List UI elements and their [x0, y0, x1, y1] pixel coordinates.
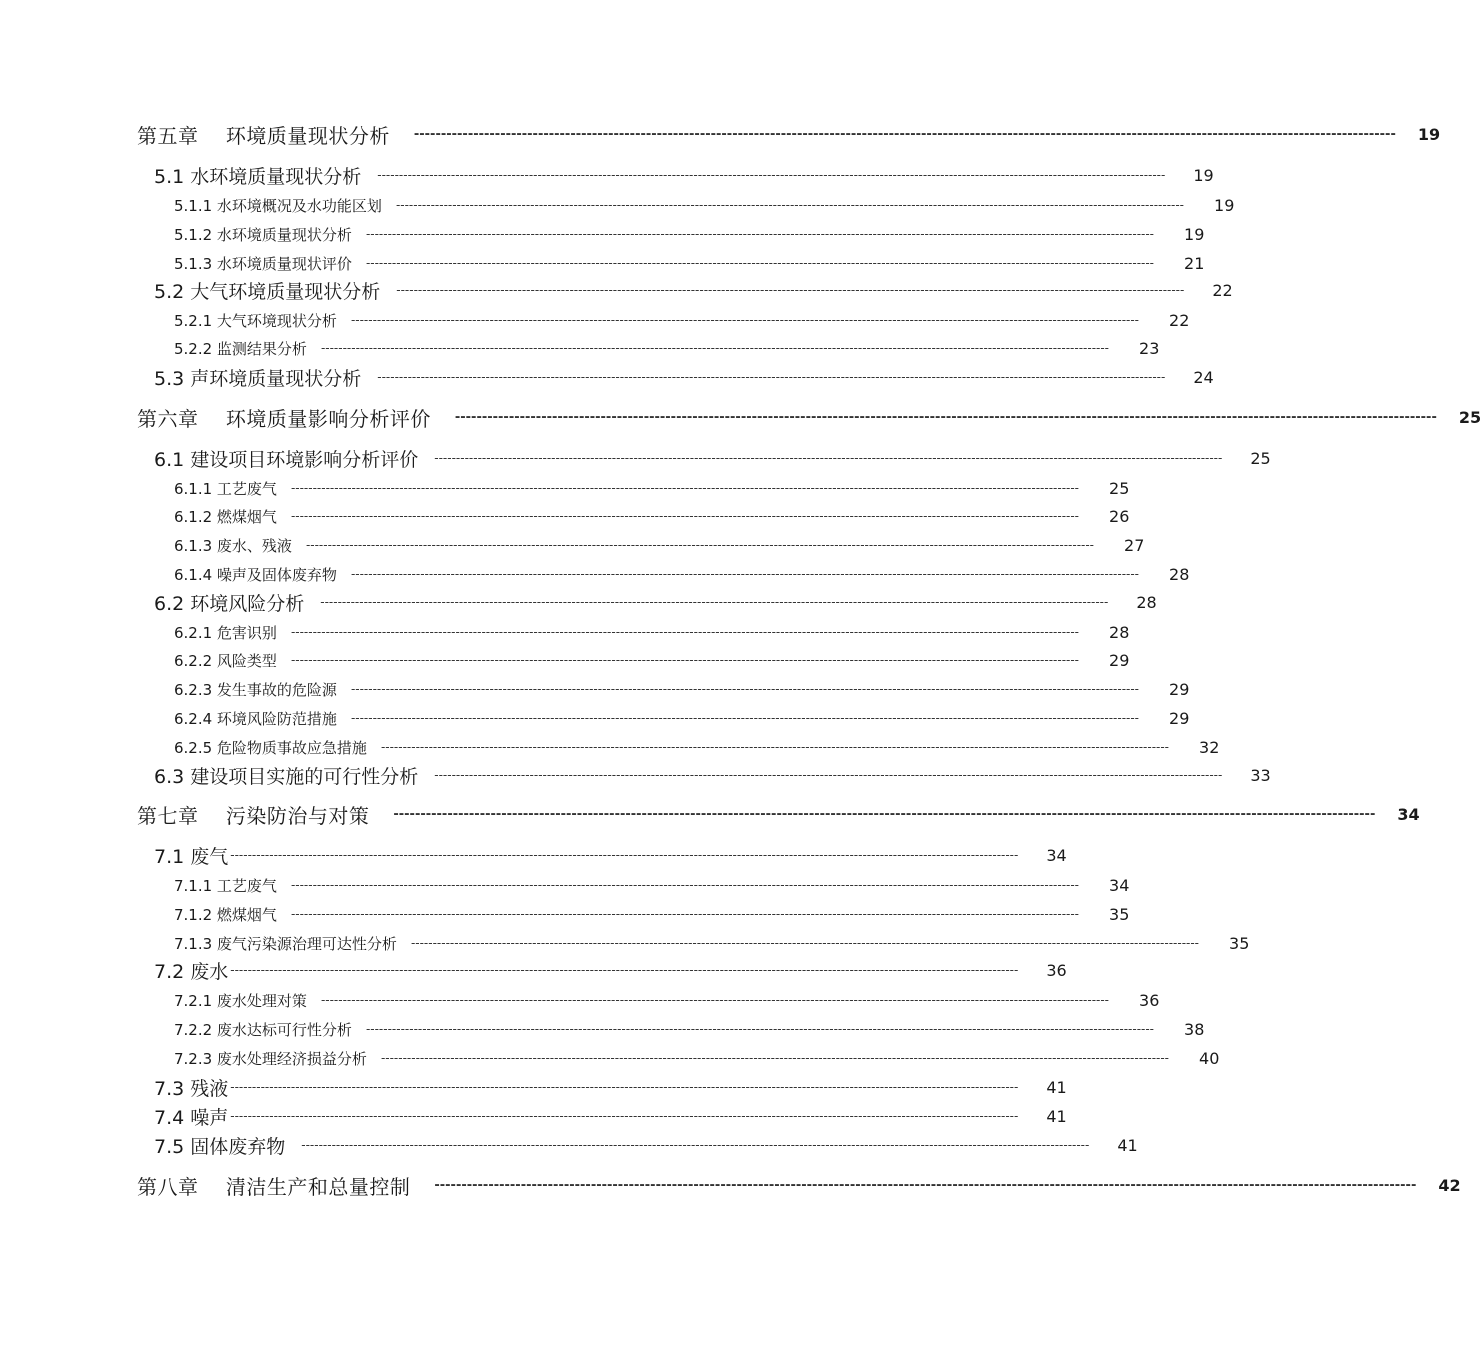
toc-section-entry[interactable] [0, 1131, 1138, 1159]
toc-leader-dots: -------------------------------------------------------------------------------------------------------------------------------------------------------------------------------------- [454, 409, 1437, 425]
toc-entry-title: 7.1.3 废气污染源治理可达性分析 [174, 934, 397, 953]
toc-leader-dots: -------------------------------------------------------------------------------------------------------------------------------------------------------------------------------------- [350, 567, 1140, 581]
toc-leader-dots: -------------------------------------------------------------------------------------------------------------------------------------------------------------------------------------- [350, 682, 1140, 696]
toc-entry-title: 5.2.1 大气环境现状分析 [174, 311, 337, 330]
toc-entry-title: 第六章 环境质量影响分析评价 [137, 406, 431, 431]
toc-page-number: 25 [1458, 407, 1481, 427]
toc-leader-dots: -------------------------------------------------------------------------------------------------------------------------------------------------------------------------------------- [230, 848, 1019, 862]
toc-subsection-entry[interactable] [0, 735, 1220, 759]
toc-leader-dots: -------------------------------------------------------------------------------------------------------------------------------------------------------------------------------------- [350, 313, 1140, 327]
toc-page-number: 34 [1046, 845, 1067, 865]
toc-entry-title: 6.2.4 环境风险防范措施 [174, 709, 337, 728]
toc-subsection-entry[interactable] [0, 308, 1190, 332]
toc-section-entry[interactable] [0, 161, 1214, 189]
toc-entry-title: 7.2.1 废水处理对策 [174, 991, 307, 1010]
toc-entry-title: 6.1.2 燃煤烟气 [174, 507, 277, 526]
toc-leader-dots: -------------------------------------------------------------------------------------------------------------------------------------------------------------------------------------- [230, 963, 1019, 977]
toc-page-number: 22 [1169, 310, 1190, 330]
toc-page-number: 42 [1438, 1175, 1461, 1195]
toc-leader-dots: -------------------------------------------------------------------------------------------------------------------------------------------------------------------------------------- [377, 168, 1166, 182]
toc-page-number: 21 [1184, 253, 1205, 273]
toc-section-entry[interactable] [0, 444, 1271, 472]
toc-section-entry[interactable] [0, 1073, 1067, 1101]
toc-leader-dots: -------------------------------------------------------------------------------------------------------------------------------------------------------------------------------------- [410, 936, 1200, 950]
toc-leader-dots: -------------------------------------------------------------------------------------------------------------------------------------------------------------------------------------- [290, 481, 1080, 495]
toc-leader-dots: -------------------------------------------------------------------------------------------------------------------------------------------------------------------------------------- [365, 1022, 1155, 1036]
toc-page-number: 38 [1184, 1019, 1205, 1039]
toc-page-number: 41 [1117, 1135, 1138, 1155]
toc-subsection-entry[interactable] [0, 648, 1130, 672]
toc-page-number: 22 [1212, 280, 1233, 300]
toc-page-number: 35 [1109, 904, 1130, 924]
toc-subsection-entry[interactable] [0, 222, 1205, 246]
toc-entry-title: 7.5 固体废弃物 [154, 1135, 286, 1158]
toc-page-number: 28 [1109, 622, 1130, 642]
toc-entry-title: 6.1.3 废水、残液 [174, 536, 292, 555]
toc-section-entry[interactable] [0, 956, 1067, 984]
toc-page-number: 35 [1229, 933, 1250, 953]
toc-leader-dots: -------------------------------------------------------------------------------------------------------------------------------------------------------------------------------------- [290, 878, 1080, 892]
toc-leader-dots: -------------------------------------------------------------------------------------------------------------------------------------------------------------------------------------- [395, 198, 1185, 212]
toc-leader-dots: -------------------------------------------------------------------------------------------------------------------------------------------------------------------------------------- [290, 907, 1080, 921]
toc-entry-title: 5.1.2 水环境质量现状分析 [174, 225, 352, 244]
toc-section-entry[interactable] [0, 363, 1214, 391]
toc-leader-dots: -------------------------------------------------------------------------------------------------------------------------------------------------------------------------------------- [290, 625, 1080, 639]
toc-page-number: 28 [1136, 592, 1157, 612]
toc-entry-title: 5.2.2 监测结果分析 [174, 339, 307, 358]
toc-subsection-entry[interactable] [0, 620, 1130, 644]
toc-leader-dots: -------------------------------------------------------------------------------------------------------------------------------------------------------------------------------------- [290, 653, 1080, 667]
toc-leader-dots: -------------------------------------------------------------------------------------------------------------------------------------------------------------------------------------- [301, 1138, 1090, 1152]
toc-page-number: 33 [1250, 765, 1271, 785]
toc-leader-dots: -------------------------------------------------------------------------------------------------------------------------------------------------------------------------------------- [434, 451, 1223, 465]
toc-subsection-entry[interactable] [0, 1017, 1205, 1041]
toc-leader-dots: -------------------------------------------------------------------------------------------------------------------------------------------------------------------------------------- [380, 1051, 1170, 1065]
toc-entry-title: 5.1 水环境质量现状分析 [154, 165, 362, 188]
toc-leader-dots: -------------------------------------------------------------------------------------------------------------------------------------------------------------------------------------- [434, 768, 1223, 782]
toc-section-entry[interactable] [0, 276, 1233, 304]
toc-subsection-entry[interactable] [0, 476, 1130, 500]
toc-leader-dots: -------------------------------------------------------------------------------------------------------------------------------------------------------------------------------------- [305, 538, 1095, 552]
toc-leader-dots: -------------------------------------------------------------------------------------------------------------------------------------------------------------------------------------- [320, 595, 1109, 609]
toc-page-number: 29 [1169, 708, 1190, 728]
toc-leader-dots: -------------------------------------------------------------------------------------------------------------------------------------------------------------------------------------- [290, 509, 1080, 523]
toc-entry-title: 第五章 环境质量现状分析 [137, 123, 390, 148]
toc-entry-title: 5.3 声环境质量现状分析 [154, 367, 362, 390]
toc-subsection-entry[interactable] [0, 988, 1160, 1012]
toc-subsection-entry[interactable] [0, 562, 1190, 586]
toc-entry-title: 7.1 废气 [154, 845, 229, 868]
toc-page-number: 29 [1109, 650, 1130, 670]
toc-page-number: 24 [1193, 367, 1214, 387]
toc-entry-title: 6.1 建设项目环境影响分析评价 [154, 448, 419, 471]
toc-page-number: 40 [1199, 1048, 1220, 1068]
toc-section-entry[interactable] [0, 841, 1067, 869]
toc-page-number: 32 [1199, 737, 1220, 757]
toc-entry-title: 5.2 大气环境质量现状分析 [154, 280, 381, 303]
toc-leader-dots: -------------------------------------------------------------------------------------------------------------------------------------------------------------------------------------- [380, 740, 1170, 754]
toc-entry-title: 7.1.2 燃煤烟气 [174, 905, 277, 924]
toc-entry-title: 7.2.3 废水处理经济损益分析 [174, 1049, 367, 1068]
toc-entry-title: 6.2.2 风险类型 [174, 651, 277, 670]
toc-section-entry[interactable] [0, 588, 1157, 616]
toc-page-number: 27 [1124, 535, 1145, 555]
toc-page-number: 19 [1184, 224, 1205, 244]
toc-page-number: 36 [1046, 960, 1067, 980]
toc-leader-dots: -------------------------------------------------------------------------------------------------------------------------------------------------------------------------------------- [393, 806, 1376, 822]
toc-subsection-entry[interactable] [0, 1046, 1220, 1070]
toc-leader-dots: -------------------------------------------------------------------------------------------------------------------------------------------------------------------------------------- [365, 256, 1155, 270]
toc-page-number: 26 [1109, 506, 1130, 526]
toc-leader-dots: -------------------------------------------------------------------------------------------------------------------------------------------------------------------------------------- [230, 1080, 1019, 1094]
toc-chapter-entry[interactable] [0, 119, 1441, 149]
toc-subsection-entry[interactable] [0, 873, 1130, 897]
toc-entry-title: 7.2.2 废水达标可行性分析 [174, 1020, 352, 1039]
toc-entry-title: 6.2.5 危险物质事故应急措施 [174, 738, 367, 757]
toc-subsection-entry[interactable] [0, 902, 1130, 926]
toc-subsection-entry[interactable] [0, 193, 1235, 217]
toc-leader-dots: -------------------------------------------------------------------------------------------------------------------------------------------------------------------------------------- [434, 1177, 1417, 1193]
toc-page-number: 34 [1109, 875, 1130, 895]
toc-page-number: 19 [1214, 195, 1235, 215]
toc-section-entry[interactable] [0, 761, 1271, 789]
toc-page-number: 19 [1193, 165, 1214, 185]
toc-entry-title: 6.1.4 噪声及固体废弃物 [174, 565, 337, 584]
toc-subsection-entry[interactable] [0, 931, 1250, 955]
toc-leader-dots: -------------------------------------------------------------------------------------------------------------------------------------------------------------------------------------- [365, 227, 1155, 241]
toc-page-number: 41 [1046, 1106, 1067, 1126]
toc-entry-title: 7.4 噪声 [154, 1106, 229, 1129]
toc-entry-title: 7.2 废水 [154, 960, 229, 983]
toc-entry-title: 6.2.3 发生事故的危险源 [174, 680, 337, 699]
toc-leader-dots: -------------------------------------------------------------------------------------------------------------------------------------------------------------------------------------- [396, 283, 1185, 297]
toc-subsection-entry[interactable] [0, 251, 1205, 275]
toc-subsection-entry[interactable] [0, 706, 1190, 730]
toc-chapter-entry[interactable] [0, 799, 1420, 829]
toc-leader-dots: -------------------------------------------------------------------------------------------------------------------------------------------------------------------------------------- [320, 341, 1110, 355]
toc-page-number: 34 [1397, 804, 1420, 824]
toc-page-number: 25 [1250, 448, 1271, 468]
toc-entry-title: 第八章 清洁生产和总量控制 [137, 1174, 411, 1199]
toc-section-entry[interactable] [0, 1102, 1067, 1130]
toc-subsection-entry[interactable] [0, 336, 1160, 360]
toc-entry-title: 6.3 建设项目实施的可行性分析 [154, 765, 419, 788]
toc-chapter-entry[interactable] [0, 402, 1481, 432]
toc-entry-title: 7.3 残液 [154, 1077, 229, 1100]
toc-leader-dots: -------------------------------------------------------------------------------------------------------------------------------------------------------------------------------------- [377, 370, 1166, 384]
toc-page-number: 36 [1139, 990, 1160, 1010]
toc-subsection-entry[interactable] [0, 504, 1130, 528]
toc-entry-title: 6.2 环境风险分析 [154, 592, 305, 615]
toc-chapter-entry[interactable] [0, 1170, 1461, 1200]
toc-entry-title: 6.2.1 危害识别 [174, 623, 277, 642]
toc-leader-dots: -------------------------------------------------------------------------------------------------------------------------------------------------------------------------------------- [320, 993, 1110, 1007]
toc-leader-dots: -------------------------------------------------------------------------------------------------------------------------------------------------------------------------------------- [350, 711, 1140, 725]
toc-leader-dots: -------------------------------------------------------------------------------------------------------------------------------------------------------------------------------------- [230, 1109, 1019, 1123]
toc-leader-dots: -------------------------------------------------------------------------------------------------------------------------------------------------------------------------------------- [413, 126, 1396, 142]
toc-page-number: 29 [1169, 679, 1190, 699]
toc-entry-title: 6.1.1 工艺废气 [174, 479, 277, 498]
toc-page-number: 25 [1109, 478, 1130, 498]
toc-page-number: 23 [1139, 338, 1160, 358]
toc-entry-title: 第七章 污染防治与对策 [137, 803, 370, 828]
toc-entry-title: 5.1.3 水环境质量现状评价 [174, 254, 352, 273]
toc-page-number: 28 [1169, 564, 1190, 584]
toc-entry-title: 7.1.1 工艺废气 [174, 876, 277, 895]
toc-subsection-entry[interactable] [0, 677, 1190, 701]
toc-page-number: 41 [1046, 1077, 1067, 1097]
toc-page-number: 19 [1417, 124, 1441, 144]
toc-subsection-entry[interactable] [0, 533, 1145, 557]
toc-entry-title: 5.1.1 水环境概况及水功能区划 [174, 196, 382, 215]
